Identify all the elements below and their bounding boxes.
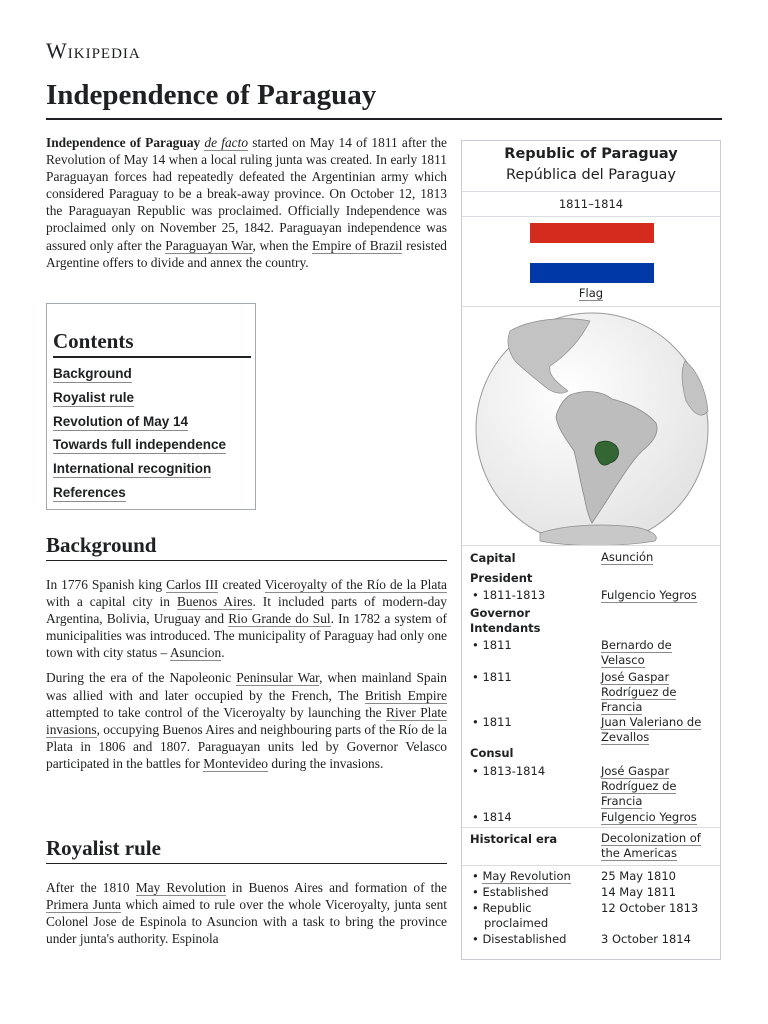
infobox-years: 1811–1814 [558,197,624,211]
infobox-divider [462,865,720,866]
consul-link[interactable]: Fulgencio Yegros [601,810,697,824]
british-empire-link[interactable]: British Empire [364,687,447,703]
infobox-divider [462,545,720,546]
infobox-divider [462,191,720,192]
consul-label: Consul [470,746,514,760]
paraguayan-war-link[interactable]: Paraguayan War [165,237,253,253]
event-date: 12 October 1813 [601,901,699,915]
lead-paragraph: Independence of Paraguay de facto started on May 14 of 1811 after the Revolution of May 14 when a local ruling junta was created. In early 1811 Paraguayan forces had repeatedly defeated the Argentinian army which considered Paraguay to be a break-away province. On October 12, 1813 the Paraguayan Republic was proclaimed. Officially Independence was proclaimed only on November 25, 1842. Paraguayan independence was assured only after the Paraguayan War, when the Empire of Brazil resisted Argentine offers to divide and annex the country. [46,135,447,270]
governor-term: • 1811 [472,715,512,729]
lead-bold-title: Independence of Paraguay [46,135,201,150]
flag-link[interactable]: Flag [578,286,604,300]
infobox-divider [462,216,720,217]
infobox-native-name: República del Paraguay [506,167,676,183]
toc-item-references[interactable]: References [53,485,126,500]
wikipedia-wordmark[interactable]: Wikipedia [46,38,141,63]
capital-label: Capital [470,551,516,565]
empire-of-brazil-link[interactable]: Empire of Brazil [312,237,403,253]
background-paragraph-1: In 1776 Spanish king Carlos III created Viceroyalty of the Río de la Plata with a capital city in Buenos Aires. It included parts of modern-day Argentina, Bolivia, Uruguay and Rio Grande do Sul. In 1782 a system of municipalities was introduced. The municipality of Paraguay had only one town with city status – Asuncion. [46,577,448,661]
page-title: Independence of Paraguay [46,76,722,120]
may-revolution-link[interactable]: May Revolution [135,880,226,895]
montevideo-link[interactable]: Montevideo [203,755,268,771]
president-label: President [470,571,533,585]
capital-link[interactable]: Asunción [601,550,654,564]
flag-stripe-blue [530,263,654,283]
governor-link[interactable]: Juan Valeriano de Zevallos [601,715,702,744]
viceroyalty-link[interactable]: Viceroyalty of the Río de la Plata [264,577,448,592]
river-plate-invasions-link[interactable]: River Plate invasions [46,704,447,737]
toc-item-royalist-rule[interactable]: Royalist rule [53,390,135,405]
historical-era-label: Historical era [470,832,558,846]
infobox-divider [462,827,720,828]
royalist-paragraph-1: After the 1810 May Revolution in Buenos Aires and formation of the Primera Junta which aimed to rule over the whole Viceroyalty, junta sent Colonel Jose de Espinola to Asuncion with a task to bring the province under junta's authority. Espinola [46,880,448,947]
flag-stripe-red [530,223,654,243]
event-label: • May Revolution [472,869,571,883]
contents-heading: Contents [53,328,251,358]
carlos-iii-link[interactable]: Carlos III [166,577,219,592]
consul-term: • 1813-1814 [472,764,546,778]
buenos-aires-link[interactable]: Buenos Aires [176,594,253,610]
background-heading: Background [46,532,447,561]
governor-term: • 1811 [472,670,512,684]
infobox-title: Republic of Paraguay [504,146,678,162]
may-revolution-event-link[interactable]: May Revolution [482,869,571,883]
table-of-contents [46,303,256,510]
rio-grande-do-sul-link[interactable]: Rio Grande do Sul [228,611,331,627]
background-section [46,576,447,772]
governor-intendants-label: Governor Intendants [470,606,541,635]
toc-item-towards-full-independence[interactable]: Towards full independence [53,437,227,452]
event-date: 25 May 1810 [601,869,676,883]
consul-term: • 1814 [472,810,512,824]
toc-item-international-recognition[interactable]: International recognition [53,461,212,476]
toc-item-background[interactable]: Background [53,366,132,381]
globe-map-image[interactable] [470,311,714,547]
toc-item-revolution-of-may-14[interactable]: Revolution of May 14 [53,414,189,429]
event-label: • Established [472,885,549,899]
peninsular-war-link[interactable]: Peninsular War [236,670,320,686]
infobox-divider [462,306,720,307]
consul-link[interactable]: José Gaspar Rodríguez de Francia [601,764,677,808]
president-term: • 1811-1813 [472,588,546,602]
president-link[interactable]: Fulgencio Yegros [601,588,697,602]
infobox [461,140,721,960]
event-label: • Republic proclaimed [472,901,549,930]
flag-image[interactable] [530,223,654,283]
background-paragraph-2: During the era of the Napoleonic Peninsular War, when mainland Spain was allied with and later occupied by the French, The British Empire attempted to take control of the Viceroyalty by launching the River Plate invasions, occupying Buenos Aires and neighbouring parts of the Río de la Plata in 1806 and 1807. Paraguayan units led by Governor Velasco participated in the battles for Montevideo during the invasions. [46,670,447,771]
governor-link[interactable]: Bernardo de Velasco [601,638,672,667]
historical-era-link[interactable]: Decolonization of the Americas [601,831,701,860]
primera-junta-link[interactable]: Primera Junta [46,897,121,913]
de-facto-link[interactable]: de facto [204,135,249,150]
royalist-rule-heading: Royalist rule [46,835,447,864]
flag-stripe-white [530,243,654,263]
lead-section [46,134,447,271]
governor-term: • 1811 [472,638,512,652]
governor-link[interactable]: José Gaspar Rodríguez de Francia [601,670,677,714]
royalist-section [46,879,447,947]
event-date: 3 October 1814 [601,932,691,946]
event-label: • Disestablished [472,932,567,946]
event-date: 14 May 1811 [601,885,676,899]
asuncion-link[interactable]: Asuncion [169,645,222,661]
